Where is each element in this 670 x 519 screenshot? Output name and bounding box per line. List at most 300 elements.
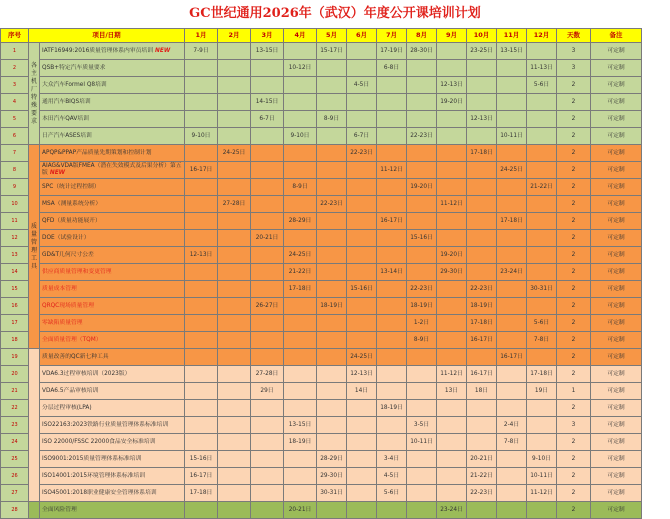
note-cell: 可定制 — [591, 162, 642, 179]
month-cell — [284, 162, 317, 179]
month-cell: 12-13日 — [437, 77, 467, 94]
month-cell — [437, 162, 467, 179]
days-cell: 1 — [557, 383, 591, 400]
column-header: 2月 — [218, 29, 251, 43]
month-cell — [284, 332, 317, 349]
month-cell — [497, 111, 527, 128]
month-cell — [218, 213, 251, 230]
row-number: 17 — [1, 315, 29, 332]
note-cell: 可定制 — [591, 502, 642, 519]
month-cell — [185, 383, 218, 400]
month-cell: 10-11日 — [497, 128, 527, 145]
month-cell — [347, 43, 377, 60]
month-cell — [377, 247, 407, 264]
course-name: ISO14001:2015环境管理体系标准培训 — [40, 468, 185, 485]
month-cell: 14日 — [347, 383, 377, 400]
month-cell — [251, 213, 284, 230]
month-cell — [251, 502, 284, 519]
month-cell — [527, 434, 557, 451]
month-cell — [437, 417, 467, 434]
month-cell: 13-15日 — [284, 417, 317, 434]
month-cell: 17-19日 — [377, 43, 407, 60]
month-cell — [437, 43, 467, 60]
note-cell: 可定制 — [591, 485, 642, 502]
days-cell: 2 — [557, 264, 591, 281]
month-cell — [218, 417, 251, 434]
month-cell: 3-4日 — [377, 451, 407, 468]
month-cell: 6-7日 — [347, 128, 377, 145]
month-cell: 13-14日 — [377, 264, 407, 281]
table-row — [1, 213, 642, 230]
month-cell — [251, 417, 284, 434]
month-cell — [377, 179, 407, 196]
month-cell: 8-9日 — [407, 332, 437, 349]
month-cell — [527, 264, 557, 281]
month-cell — [185, 417, 218, 434]
month-cell — [467, 349, 497, 366]
month-cell — [467, 162, 497, 179]
row-number: 5 — [1, 111, 29, 128]
month-cell — [467, 400, 497, 417]
month-cell — [251, 264, 284, 281]
month-cell — [497, 451, 527, 468]
month-cell: 18-19日 — [284, 434, 317, 451]
month-cell — [317, 77, 347, 94]
table-row — [1, 349, 642, 366]
row-number: 13 — [1, 247, 29, 264]
month-cell — [347, 417, 377, 434]
month-cell: 15-16日 — [407, 230, 437, 247]
course-name: MSA（测量系统分析） — [40, 196, 185, 213]
month-cell — [218, 366, 251, 383]
month-cell — [185, 264, 218, 281]
month-cell: 17-18日 — [527, 366, 557, 383]
month-cell — [218, 502, 251, 519]
days-cell: 2 — [557, 162, 591, 179]
table-row — [1, 230, 642, 247]
column-header: 项目/日期 — [29, 29, 185, 43]
month-cell: 11-12日 — [377, 162, 407, 179]
month-cell — [497, 196, 527, 213]
month-cell — [467, 94, 497, 111]
table-row — [1, 111, 642, 128]
month-cell — [218, 94, 251, 111]
days-cell: 2 — [557, 366, 591, 383]
table-row — [1, 43, 642, 60]
row-number: 21 — [1, 383, 29, 400]
days-cell: 2 — [557, 77, 591, 94]
month-cell — [407, 196, 437, 213]
month-cell: 22-23日 — [347, 145, 377, 162]
days-cell: 2 — [557, 94, 591, 111]
month-cell — [347, 451, 377, 468]
month-cell: 15-17日 — [317, 43, 347, 60]
month-cell — [185, 366, 218, 383]
month-cell — [251, 179, 284, 196]
days-cell: 2 — [557, 145, 591, 162]
note-cell: 可定制 — [591, 468, 642, 485]
month-cell: 11-12日 — [437, 196, 467, 213]
month-cell: 22-23日 — [407, 128, 437, 145]
month-cell — [251, 162, 284, 179]
month-cell — [437, 400, 467, 417]
month-cell — [377, 298, 407, 315]
month-cell — [527, 400, 557, 417]
month-cell: 5-6日 — [377, 485, 407, 502]
month-cell — [377, 128, 407, 145]
month-cell — [467, 196, 497, 213]
days-cell: 3 — [557, 60, 591, 77]
month-cell — [251, 434, 284, 451]
month-cell — [437, 179, 467, 196]
month-cell: 7-8日 — [497, 434, 527, 451]
month-cell — [467, 230, 497, 247]
column-header: 序号 — [1, 29, 29, 43]
month-cell — [251, 485, 284, 502]
month-cell — [218, 179, 251, 196]
course-name: 质量改善的QC新七种工具 — [40, 349, 185, 366]
month-cell — [497, 383, 527, 400]
month-cell — [251, 468, 284, 485]
month-cell — [347, 434, 377, 451]
month-cell — [407, 247, 437, 264]
month-cell — [317, 332, 347, 349]
month-cell: 12-13日 — [185, 247, 218, 264]
month-cell: 22-23日 — [317, 196, 347, 213]
note-cell: 可定制 — [591, 43, 642, 60]
month-cell: 21-22日 — [467, 468, 497, 485]
month-cell — [497, 366, 527, 383]
category-cell: 各主机厂特殊要求 — [29, 43, 40, 145]
month-cell — [497, 179, 527, 196]
course-name: ISO45001:2018职业健康安全管理体系培训 — [40, 485, 185, 502]
month-cell: 16-17日 — [467, 332, 497, 349]
table-row — [1, 468, 642, 485]
month-cell — [497, 247, 527, 264]
month-cell — [317, 349, 347, 366]
month-cell — [437, 468, 467, 485]
month-cell: 11-12日 — [437, 366, 467, 383]
row-number: 6 — [1, 128, 29, 145]
month-cell: 17-18日 — [284, 281, 317, 298]
row-number: 4 — [1, 94, 29, 111]
month-cell — [218, 400, 251, 417]
days-cell: 2 — [557, 128, 591, 145]
month-cell — [527, 298, 557, 315]
month-cell: 19-20日 — [437, 94, 467, 111]
month-cell — [497, 400, 527, 417]
month-cell — [284, 94, 317, 111]
course-name: 供应商质量管理和变更管理 — [40, 264, 185, 281]
month-cell: 29日 — [251, 383, 284, 400]
month-cell — [437, 213, 467, 230]
days-cell: 2 — [557, 502, 591, 519]
month-cell: 16-17日 — [185, 162, 218, 179]
row-number: 19 — [1, 349, 29, 366]
row-number: 7 — [1, 145, 29, 162]
course-name: 全面质量管理（TQM） — [40, 332, 185, 349]
table-row — [1, 196, 642, 213]
month-cell — [185, 94, 218, 111]
month-cell — [347, 196, 377, 213]
month-cell — [218, 485, 251, 502]
month-cell — [467, 213, 497, 230]
month-cell — [317, 213, 347, 230]
month-cell: 26-27日 — [251, 298, 284, 315]
month-cell: 16-17日 — [185, 468, 218, 485]
month-cell — [347, 94, 377, 111]
month-cell — [437, 60, 467, 77]
month-cell: 24-25日 — [284, 247, 317, 264]
days-cell: 2 — [557, 111, 591, 128]
month-cell — [497, 77, 527, 94]
note-cell: 可定制 — [591, 179, 642, 196]
days-cell: 2 — [557, 281, 591, 298]
course-name: 全面风险管理 — [40, 502, 185, 519]
month-cell — [377, 77, 407, 94]
month-cell — [347, 400, 377, 417]
month-cell — [407, 383, 437, 400]
month-cell — [527, 196, 557, 213]
month-cell — [317, 383, 347, 400]
row-number: 18 — [1, 332, 29, 349]
category-cell: 质量管理工具 — [29, 145, 40, 349]
row-number: 24 — [1, 434, 29, 451]
month-cell: 17-18日 — [497, 213, 527, 230]
month-cell — [317, 162, 347, 179]
month-cell: 11-12日 — [527, 485, 557, 502]
table-row — [1, 77, 642, 94]
row-number: 23 — [1, 417, 29, 434]
month-cell — [284, 196, 317, 213]
row-number: 25 — [1, 451, 29, 468]
month-cell — [317, 230, 347, 247]
month-cell: 16-17日 — [497, 349, 527, 366]
month-cell — [467, 128, 497, 145]
days-cell: 2 — [557, 485, 591, 502]
month-cell — [251, 128, 284, 145]
month-cell — [347, 315, 377, 332]
month-cell — [251, 247, 284, 264]
month-cell — [284, 230, 317, 247]
month-cell — [284, 111, 317, 128]
month-cell — [377, 434, 407, 451]
month-cell — [527, 43, 557, 60]
month-cell — [218, 298, 251, 315]
month-cell: 21-22日 — [527, 179, 557, 196]
month-cell — [317, 366, 347, 383]
month-cell — [251, 77, 284, 94]
column-header: 9月 — [437, 29, 467, 43]
month-cell: 22-23日 — [467, 281, 497, 298]
month-cell: 13日 — [437, 383, 467, 400]
column-header: 7月 — [377, 29, 407, 43]
month-cell — [317, 179, 347, 196]
month-cell — [185, 213, 218, 230]
month-cell — [251, 332, 284, 349]
month-cell — [407, 111, 437, 128]
column-header: 10月 — [467, 29, 497, 43]
month-cell: 3-5日 — [407, 417, 437, 434]
row-number: 22 — [1, 400, 29, 417]
month-cell — [218, 77, 251, 94]
month-cell — [377, 315, 407, 332]
note-cell: 可定制 — [591, 434, 642, 451]
note-cell: 可定制 — [591, 230, 642, 247]
month-cell — [284, 485, 317, 502]
month-cell — [497, 94, 527, 111]
month-cell — [347, 111, 377, 128]
course-name: 大众汽车Formel Q8培训 — [40, 77, 185, 94]
month-cell — [317, 434, 347, 451]
note-cell: 可定制 — [591, 332, 642, 349]
days-cell: 2 — [557, 196, 591, 213]
month-cell: 2-4日 — [497, 417, 527, 434]
month-cell — [407, 94, 437, 111]
month-cell — [497, 315, 527, 332]
days-cell: 2 — [557, 349, 591, 366]
month-cell: 28-29日 — [317, 451, 347, 468]
month-cell — [407, 400, 437, 417]
month-cell — [251, 315, 284, 332]
month-cell: 4-5日 — [377, 468, 407, 485]
note-cell: 可定制 — [591, 94, 642, 111]
month-cell: 6-8日 — [377, 60, 407, 77]
month-cell — [467, 264, 497, 281]
month-cell — [185, 434, 218, 451]
month-cell — [347, 264, 377, 281]
month-cell — [317, 264, 347, 281]
month-cell — [407, 60, 437, 77]
table-row — [1, 264, 642, 281]
month-cell — [185, 230, 218, 247]
month-cell: 7-8日 — [527, 332, 557, 349]
month-cell — [437, 128, 467, 145]
month-cell — [437, 485, 467, 502]
month-cell: 9-10日 — [185, 128, 218, 145]
month-cell — [527, 247, 557, 264]
month-cell — [497, 468, 527, 485]
month-cell — [185, 111, 218, 128]
month-cell — [218, 111, 251, 128]
note-cell: 可定制 — [591, 213, 642, 230]
table-row — [1, 417, 642, 434]
course-name: ISO22163:2023铁路行业质量管理体系标准培训 — [40, 417, 185, 434]
course-name: SPC（统计过程控制） — [40, 179, 185, 196]
month-cell — [185, 315, 218, 332]
month-cell — [218, 43, 251, 60]
month-cell: 18-19日 — [317, 298, 347, 315]
month-cell — [497, 230, 527, 247]
row-number: 12 — [1, 230, 29, 247]
note-cell: 可定制 — [591, 281, 642, 298]
table-row — [1, 400, 642, 417]
month-cell: 5-6日 — [527, 77, 557, 94]
column-header: 天数 — [557, 29, 591, 43]
month-cell: 16-17日 — [377, 213, 407, 230]
month-cell: 10-11日 — [407, 434, 437, 451]
days-cell: 2 — [557, 332, 591, 349]
month-cell — [407, 366, 437, 383]
note-cell: 可定制 — [591, 417, 642, 434]
month-cell — [317, 60, 347, 77]
course-name: 通用汽车BIQS培训 — [40, 94, 185, 111]
course-name: ISO9001:2015质量管理体系标准培训 — [40, 451, 185, 468]
new-badge: NEW — [153, 47, 171, 54]
month-cell — [347, 247, 377, 264]
note-cell: 可定制 — [591, 400, 642, 417]
table-row — [1, 247, 642, 264]
month-cell: 15-16日 — [185, 451, 218, 468]
month-cell — [218, 434, 251, 451]
month-cell: 18-19日 — [407, 298, 437, 315]
month-cell: 19日 — [527, 383, 557, 400]
days-cell: 2 — [557, 434, 591, 451]
table-row — [1, 128, 642, 145]
month-cell — [251, 60, 284, 77]
month-cell — [497, 502, 527, 519]
new-badge: NEW — [47, 170, 66, 176]
month-cell: 5-6日 — [527, 315, 557, 332]
days-cell: 2 — [557, 451, 591, 468]
row-number: 11 — [1, 213, 29, 230]
days-cell: 2 — [557, 179, 591, 196]
month-cell — [407, 468, 437, 485]
month-cell — [284, 468, 317, 485]
note-cell: 可定制 — [591, 145, 642, 162]
course-name: ISO 22000/FSSC 22000食品安全标准培训 — [40, 434, 185, 451]
month-cell — [527, 502, 557, 519]
month-cell — [527, 128, 557, 145]
month-cell — [251, 145, 284, 162]
days-cell: 3 — [557, 43, 591, 60]
month-cell — [497, 332, 527, 349]
month-cell: 19-20日 — [437, 247, 467, 264]
month-cell — [527, 94, 557, 111]
month-cell — [284, 145, 317, 162]
month-cell: 28-30日 — [407, 43, 437, 60]
note-cell: 可定制 — [591, 366, 642, 383]
month-cell — [218, 162, 251, 179]
table-row — [1, 451, 642, 468]
row-number: 2 — [1, 60, 29, 77]
header-row — [1, 29, 642, 43]
month-cell — [527, 349, 557, 366]
month-cell — [527, 162, 557, 179]
month-cell — [347, 60, 377, 77]
month-cell — [218, 60, 251, 77]
table-row — [1, 281, 642, 298]
month-cell — [284, 315, 317, 332]
row-number: 9 — [1, 179, 29, 196]
course-name: QRQC现场质量管理 — [40, 298, 185, 315]
month-cell — [251, 196, 284, 213]
table-body — [1, 43, 642, 519]
course-name: IATF16949:2016质量管理体系内审员培训 NEW — [40, 43, 185, 60]
days-cell: 3 — [557, 417, 591, 434]
month-cell — [497, 485, 527, 502]
course-name: QFD（质量功能展开） — [40, 213, 185, 230]
month-cell — [218, 383, 251, 400]
month-cell: 27-28日 — [251, 366, 284, 383]
month-cell: 17-18日 — [185, 485, 218, 502]
month-cell — [527, 213, 557, 230]
month-cell: 20-21日 — [284, 502, 317, 519]
month-cell — [317, 400, 347, 417]
month-cell — [497, 60, 527, 77]
column-header: 3月 — [251, 29, 284, 43]
month-cell — [377, 281, 407, 298]
